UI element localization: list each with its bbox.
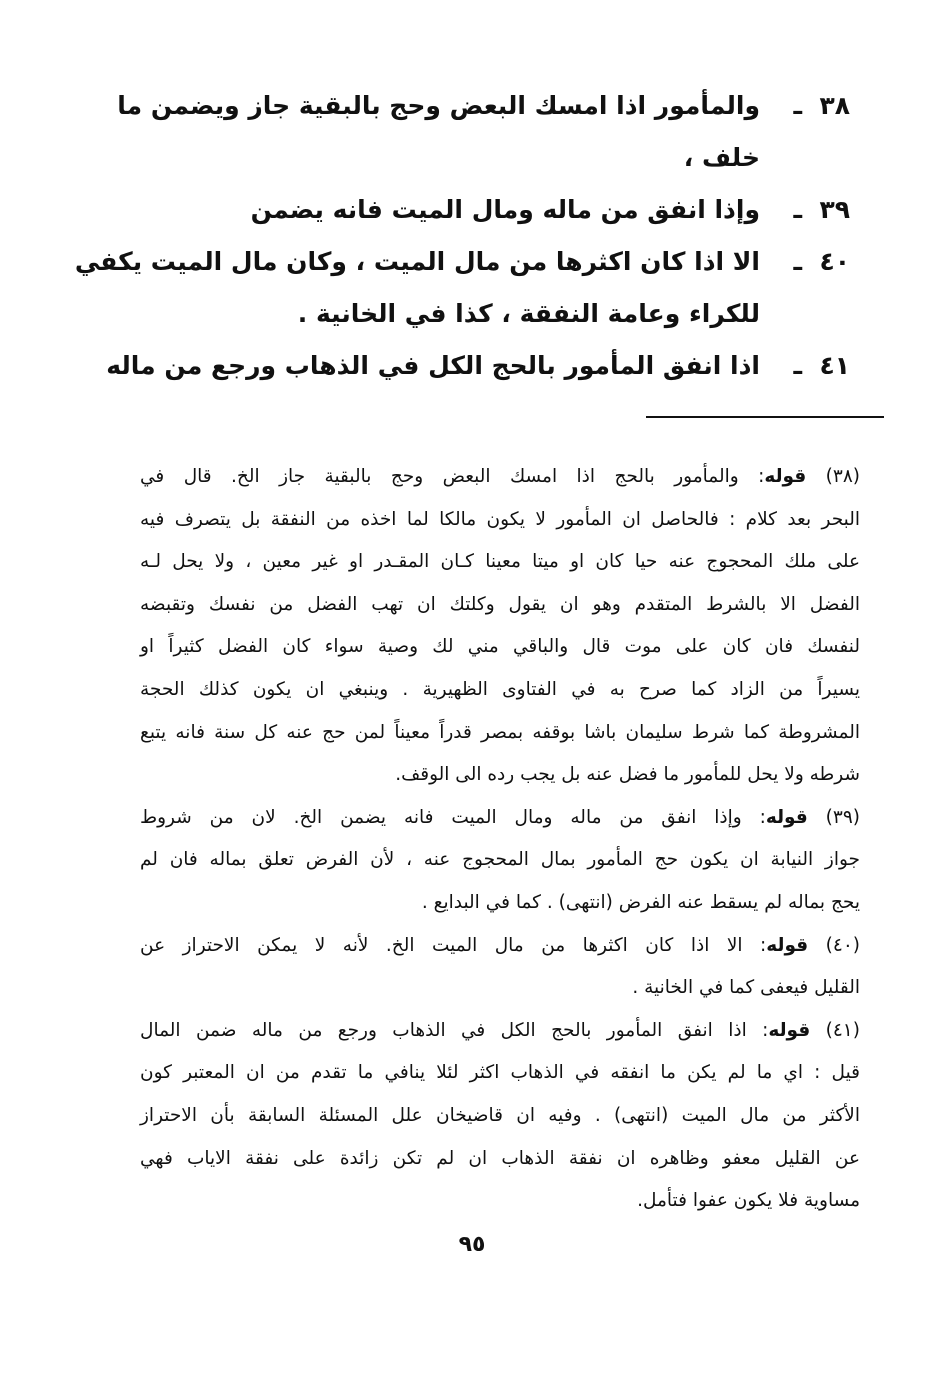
note-text: اذا انفق المأمور بالحج الكل في الذهاب ورجع من ماله ضمن المال [140, 1019, 747, 1041]
note-38-line-2: البحر بعد كلام : فالحاصل ان المأمور لا يكون مالكا لما اخذه من النفقة بل يتصرف فيه [140, 508, 860, 530]
note-38-line-4: الفضل الا بالشرط المتقدم وهو ان يقول وكلتك ان تهب الفضل من نفسك وتقبضه [140, 593, 860, 615]
note-38-line-5: لنفسك فان كان على موت قال والباقي مني لك وصية سواء كان الفضل كثيراً او [140, 636, 860, 658]
main-item-38-line-1 [117, 80, 850, 132]
note-ref: (٣٩) [825, 806, 860, 828]
note-38-line-1: (٣٨) قوله: والمأمور بالحج اذا امسك البعض وحج بالبقية جاز الخ. قال في [140, 466, 860, 487]
note-ref: (٤٠) [825, 934, 860, 956]
note-38-line-3: على ملك المحجوج عنه حيا كان او ميتا معينا كـان المقـدر او غير معين ، ولا يحل لـه [140, 551, 860, 573]
note-38-line-7: المشروطة كما شرط سليمان باشا بوقفه بمصر قدراً معيناً لمن حج عنه كل سنة فانه يتبع [140, 721, 860, 743]
note-text: الا اذا كان اكثرها من مال الميت الخ. لأنه لا يمكن الاحتراز عن [140, 934, 743, 956]
main-item-40-line-1 [74, 236, 850, 288]
note-40-line-1: (٤٠) قوله: الا اذا كان اكثرها من مال الميت الخ. لأنه لا يمكن الاحتراز عن [140, 934, 860, 956]
item-text: اذا انفق المأمور بالحج الكل في الذهاب ورجع من ماله [106, 351, 760, 380]
item-text: خلف ، [683, 143, 760, 172]
note-keyword: قوله [764, 466, 807, 487]
note-41-line-3: الأكثر من مال الميت (انتهى) . وفيه ان قاضيخان علل المسئلة السابقة بأن الاحتراز [140, 1104, 860, 1126]
item-dash: ـ [793, 351, 802, 380]
note-40-line-2: القليل فيعفى كما في الخانية . [632, 977, 860, 999]
note-39-line-1: (٣٩) قوله: وإذا انفق من ماله ومال الميت فانه يضمن الخ. لان من شروط [140, 806, 860, 828]
note-38-line-6: يسيراً من الزاد كما صرح به في الفتاوى الظهيرية . وينبغي ان يكون كذلك الحجة [140, 678, 860, 700]
page-number: ٩٥ [458, 1232, 486, 1257]
note-41-line-2: قيل : اي ما لم يكن ما انفقه في الذهاب اكثر لئلا ينافي ما تقدم من ان المعتبر كون [140, 1062, 860, 1084]
note-ref: (٣٨) [825, 466, 860, 487]
item-number: ٣٨ [819, 91, 850, 120]
note-text: والمأمور بالحج اذا امسك البعض وحج بالبقية جاز الخ. قال في [140, 466, 739, 487]
note-39-line-3: يحج بماله لم يسقط عنه الفرض (انتهى) . كما في البدايع . [421, 891, 860, 913]
main-item-41-line-1 [106, 340, 850, 392]
main-item-38-line-2 [120, 132, 850, 184]
footnotes-block [140, 456, 860, 1223]
item-dash: ـ [793, 247, 802, 276]
note-41-line-5: مساوية فلا يكون عفوا فتأمل. [637, 1190, 860, 1212]
main-item-39-line-1 [120, 184, 850, 236]
item-dash: ـ [793, 91, 802, 120]
note-keyword: قوله [766, 934, 809, 956]
item-text: والمأمور اذا امسك البعض وحج بالبقية جاز ويضمن ما [117, 91, 760, 120]
note-ref: (٤١) [825, 1019, 860, 1041]
item-number: ٣٩ [819, 195, 850, 224]
item-text: وإذا انفق من ماله ومال الميت فانه يضمن [250, 195, 760, 224]
item-text: الا اذا كان اكثرها من مال الميت ، وكان مال الميت يكفي [74, 247, 760, 276]
note-39-line-2: جواز النيابة ان يكون حج المأمور بمال المحجوج عنه ، لأن الفرض تعلق بماله فان لم [140, 849, 860, 871]
main-item-40-line-2 [120, 288, 850, 340]
main-text-block [74, 80, 850, 392]
note-keyword: قوله [765, 806, 808, 828]
note-38-line-8: شرطه ولا يحل للمأمور ما فضل عنه بل يجب رده الى الوقف. [395, 764, 860, 786]
item-number: ٤٠ [819, 247, 850, 276]
item-number: ٤١ [819, 351, 850, 380]
footnote-separator-rule [646, 416, 884, 418]
item-text: للكراء وعامة النفقة ، كذا في الخانية . [297, 299, 760, 328]
item-dash: ـ [793, 195, 802, 224]
note-41-line-1: (٤١) قوله: اذا انفق المأمور بالحج الكل في الذهاب ورجع من ماله ضمن المال [140, 1019, 860, 1041]
note-text: وإذا انفق من ماله ومال الميت فانه يضمن الخ. لان من شروط [140, 806, 742, 828]
note-41-line-4: عن القليل معفو وظاهره ان نفقة الذهاب ان لم تكن زائدة على نفقة الاياب فهي [140, 1147, 860, 1169]
note-keyword: قوله [768, 1019, 811, 1041]
